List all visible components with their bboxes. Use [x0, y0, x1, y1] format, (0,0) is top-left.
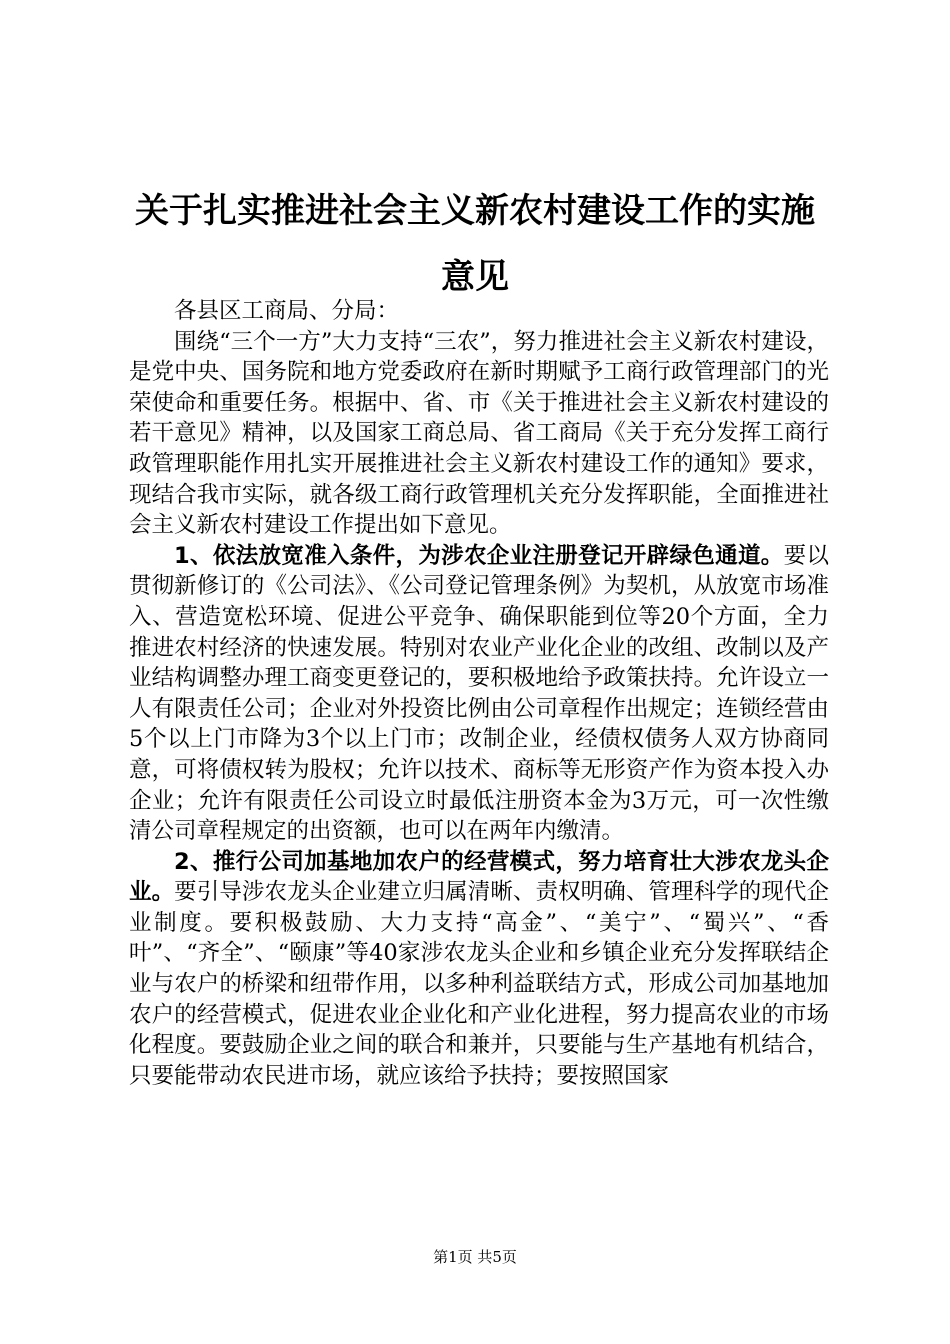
intro-paragraph: 围绕“三个一方”大力支持“三农”，努力推进社会主义新农村建设，是党中央、国务院和地方党委政府在新时期赋予工商行政管理部门的光荣使命和重要任务。根据中、省、市《关于推进社会主义新农村建设的若干意见》精神，以及国家工商总局、省工商局《关于充分发挥工商行政管理职能作用扎实开展推进社会主义新农村建设工作的通知》要求，现结合我市实际，就各级工商行政管理机关充分发挥职能，全面推进社会主义新农村建设工作提出如下意见。 [129, 328, 829, 539]
section-2-text: 要引导涉农龙头企业建立归属清晰、责权明确、管理科学的现代企业制度。要积极鼓励、大力支持“高金”、“美宁”、“蜀兴”、“香叶”、“齐全”、“颐康”等40家涉农龙头企业和乡镇企业充分发挥联结企业与农户的桥梁和纽带作用，以多种利益联结方式，形成公司加基地加农户的经营模式，促进农业企业化和产业化进程，努力提高农业的市场化程度。要鼓励企业之间的联合和兼并，只要能与生产基地有机结合，只要能带动农民进市场，就应该给予扶持；要按照国家 [129, 879, 829, 1089]
salutation: 各县区工商局、分局： [174, 298, 400, 324]
section-2-paragraph [129, 847, 829, 1092]
section-1-paragraph [129, 541, 829, 847]
section-1-heading: 1、依法放宽准入条件，为涉农企业注册登记开辟绿色通道。 [174, 542, 784, 569]
section-2-heading: 2、推行公司加基地加农户的经营模式，努力培育壮大涉农龙头企业。 [129, 848, 829, 906]
document-title: 关于扎实推进社会主义新农村建设工作的实施意见 [135, 191, 815, 297]
document-body [129, 296, 829, 1091]
section-1-text: 要以贯彻新修订的《公司法》、《公司登记管理条例》为契机，从放宽市场准入、营造宽松环境、促进公平竞争、确保职能到位等20个方面，全力推进农村经济的快速发展。特别对农业产业化企业的改组、改制以及产业结构调整办理工商变更登记的，要积极地给予政策扶持。允许设立一人有限责任公司；企业对外投资比例由公司章程作出规定；连锁经营由5个以上门市降为3个以上门市；改制企业，经债权债务人双方协商同意，可将债权转为股权；允许以技术、商标等无形资产作为资本投入办企业；允许有限责任公司设立时最低注册资本金为3万元，可一次性缴清公司章程规定的出资额，也可以在两年内缴清。 [129, 542, 829, 845]
page-footer: 第1页 共5页 [433, 1248, 517, 1266]
